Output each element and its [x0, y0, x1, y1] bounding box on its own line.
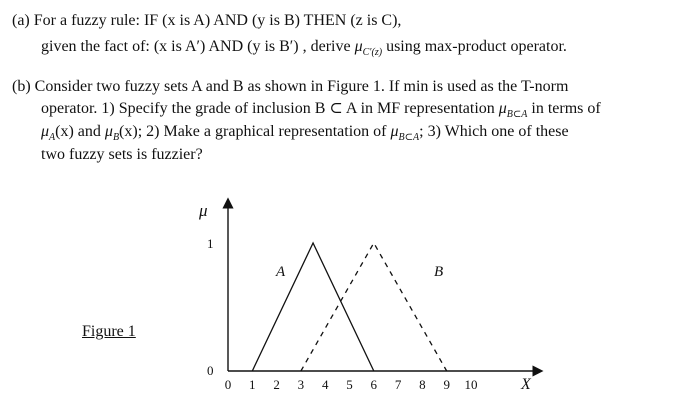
- figure-axes: [228, 203, 538, 371]
- series-a-line: [252, 243, 373, 371]
- x-tick-label: 9: [443, 377, 450, 392]
- part-b-text-2b: in terms of: [531, 100, 601, 117]
- part-a-label: (a): [12, 12, 30, 29]
- y-tick-label-1: 1: [207, 236, 214, 251]
- part-a-mu-subscript: C′(z): [362, 47, 383, 59]
- x-tick-label: 5: [346, 377, 353, 392]
- mu-b-symbol: μ: [104, 123, 113, 140]
- figure-caption: Figure 1: [82, 323, 136, 340]
- figure-series: [252, 243, 446, 371]
- part-b-mu-symbol: μ: [498, 100, 507, 117]
- part-b-mu-subscript: B⊂A: [506, 109, 528, 121]
- x-tick-label: 1: [249, 377, 256, 392]
- part-b-text-1: Consider two fuzzy sets A and B as shown in Figure 1. If min is used as the T-norm: [34, 78, 569, 95]
- mu-inclusion-symbol: μ: [390, 123, 399, 140]
- part-b-label: (b): [12, 78, 31, 95]
- mu-b-subscript: B: [112, 132, 120, 144]
- x-tick-label: 7: [394, 377, 402, 392]
- part-a-rule-text: For a fuzzy rule: IF (x is A) AND (y is B) THEN (z is C),: [33, 12, 402, 29]
- x-tick-label: 4: [321, 377, 329, 392]
- figure-labels: [198, 201, 532, 393]
- x-tick-label: 2: [273, 377, 280, 392]
- mu-a-symbol: μ: [41, 123, 50, 140]
- part-a-operator-text: using max-product operator.: [386, 38, 567, 55]
- part-a-mu-symbol: μ: [354, 38, 363, 55]
- x-axis-label: X: [521, 376, 531, 393]
- set-b-label: B: [434, 264, 444, 280]
- x-tick-label: 10: [464, 377, 478, 392]
- mu-b-arg-text: (x); 2) Make a graphical representation of: [119, 123, 387, 140]
- part-b-text-3-end: ; 3) Which one of these: [419, 123, 569, 140]
- mu-a-subscript: A: [49, 132, 56, 144]
- x-tick-label: 3: [297, 377, 305, 392]
- y-axis-label: μ: [199, 201, 208, 220]
- y-tick-label-0: 0: [207, 363, 214, 378]
- part-a-given-text: given the fact of: (x is A′) AND (y is B′) , derive: [41, 38, 351, 55]
- mu-a-arg: (x) and: [55, 123, 101, 140]
- set-a-label: A: [276, 264, 286, 280]
- x-tick-label: 0: [224, 377, 232, 392]
- mu-inclusion-subscript: B⊂A: [398, 132, 420, 144]
- part-b-text-4: two fuzzy sets is fuzzier?: [41, 146, 203, 163]
- x-tick-label: 6: [370, 377, 378, 392]
- x-tick-label: 8: [419, 377, 426, 392]
- part-b-text-2: operator. 1) Specify the grade of inclusion B ⊂ A in MF representation: [41, 100, 495, 117]
